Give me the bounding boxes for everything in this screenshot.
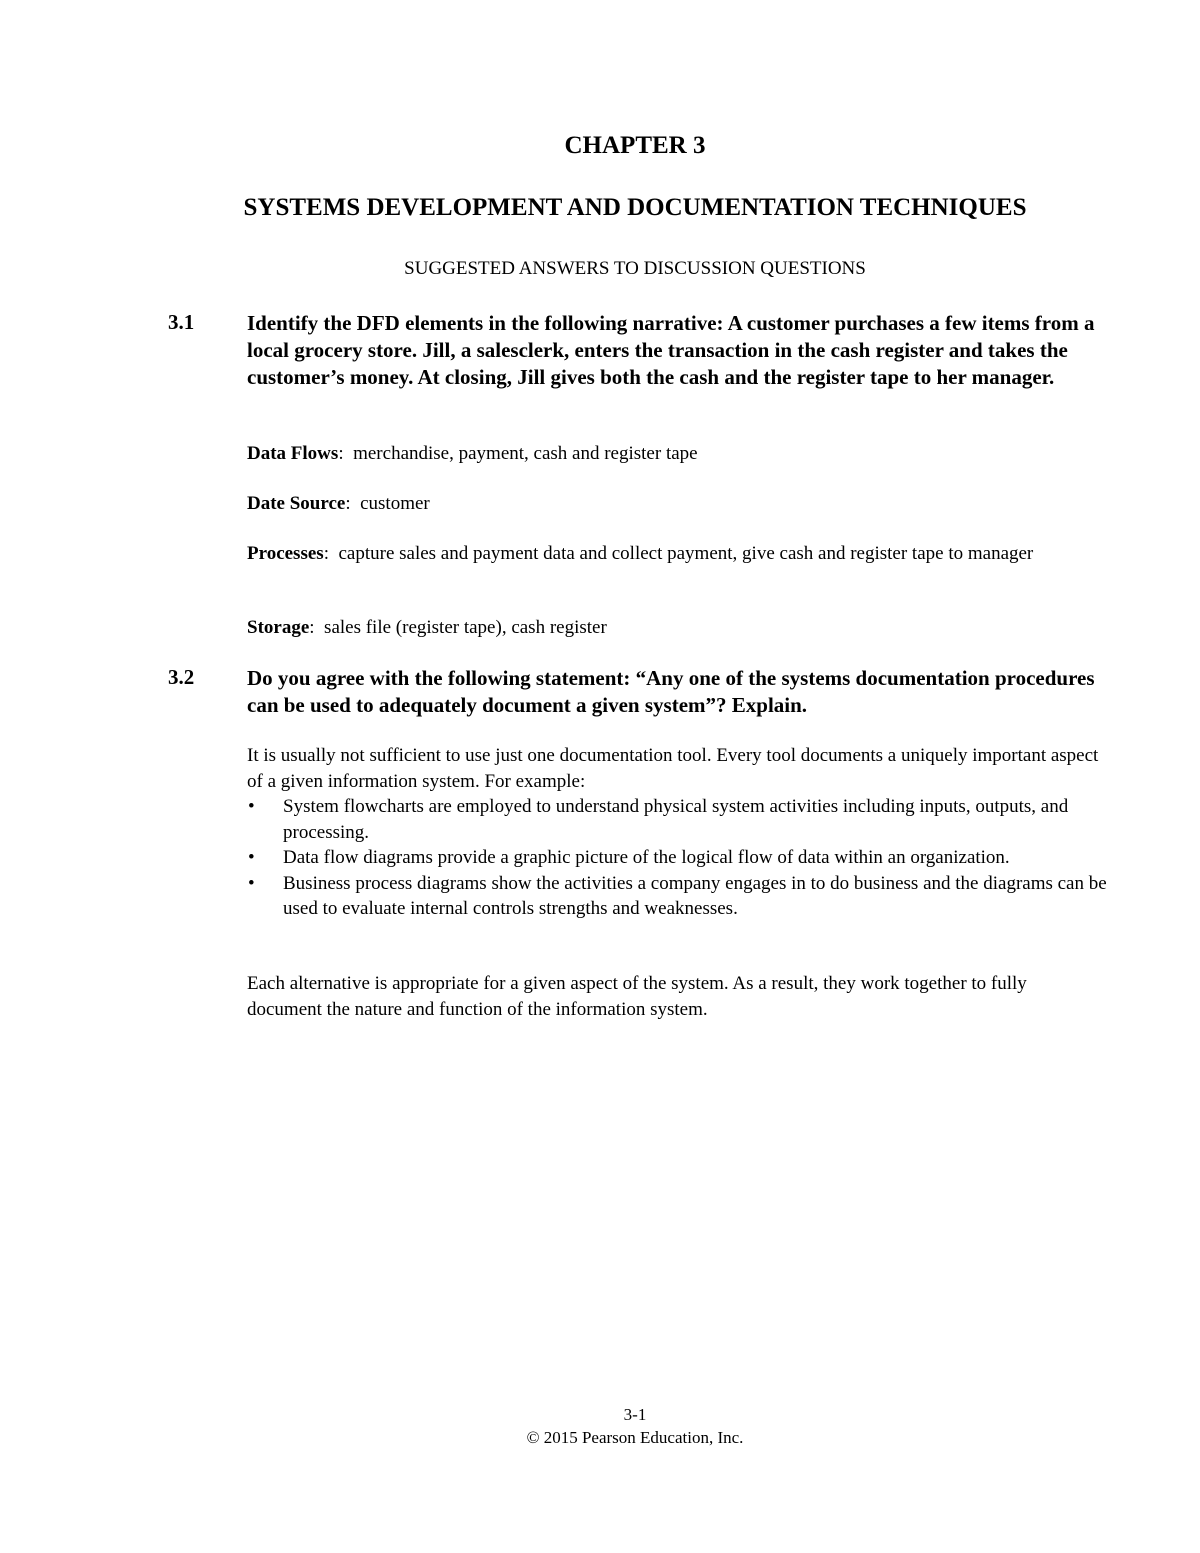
answer-data-flows: Data Flows: merchandise, payment, cash and register tape xyxy=(247,443,698,464)
answer-value: sales file (register tape), cash register xyxy=(324,617,607,638)
page-number: 3-1 xyxy=(623,1405,647,1424)
answer-data-source: Date Source: customer xyxy=(247,493,430,514)
answer-value: capture sales and payment data and collect payment, give cash and register tape to manager xyxy=(338,543,1034,564)
list-item-text: Business process diagrams show the activities a company engages in to do business and the diagrams can be used to evaluate internal controls strengths and weaknesses. xyxy=(283,872,1107,919)
section-subtitle: SUGGESTED ANSWERS TO DISCUSSION QUESTIONS xyxy=(404,258,866,279)
chapter-heading: CHAPTER 3 xyxy=(564,132,706,159)
answer-label: Data Flows xyxy=(247,443,339,464)
copyright: © 2015 Pearson Education, Inc. xyxy=(526,1428,744,1447)
list-item xyxy=(247,845,1107,871)
question-number: 3.2 xyxy=(168,665,195,689)
question-text: Do you agree with the following statement: “Any one of the systems documentation procedures can be used to adequately document a given system”? Explain. xyxy=(247,666,1095,717)
answer-intro: It is usually not sufficient to use just one documentation tool. Every tool documents a uniquely important aspect of a given information system. For example: xyxy=(247,745,1099,792)
bullet-list xyxy=(247,794,1107,922)
list-item xyxy=(247,871,1107,922)
list-item-text: System flowcharts are employed to understand physical system activities including inputs, outputs, and processing. xyxy=(283,796,1069,843)
question-number: 3.1 xyxy=(168,310,195,334)
answer-processes: Processes: capture sales and payment data and collect payment, give cash and register tape to manager xyxy=(247,543,1034,564)
answer-label: Date Source xyxy=(247,493,346,514)
answer-value: merchandise, payment, cash and register tape xyxy=(353,443,698,464)
bullet-icon: • xyxy=(248,872,255,894)
answer-storage: Storage: sales file (register tape), cash register xyxy=(247,617,607,638)
chapter-title: SYSTEMS DEVELOPMENT AND DOCUMENTATION TECHNIQUES xyxy=(243,194,1027,221)
answer-label: Processes xyxy=(247,543,324,564)
bullet-icon: • xyxy=(248,796,255,817)
answer-label: Storage xyxy=(247,617,310,638)
list-item-text: Data flow diagrams provide a graphic picture of the logical flow of data within an organization. xyxy=(283,847,1010,868)
list-item xyxy=(247,794,1107,845)
answer-conclusion: Each alternative is appropriate for a given aspect of the system. As a result, they work together to fully document the nature and function of the information system. xyxy=(247,973,1027,1020)
answer-value: customer xyxy=(360,493,430,514)
bullet-icon: • xyxy=(248,847,255,868)
question-text: Identify the DFD elements in the following narrative: A customer purchases a few items from a local grocery store. Jill, a salesclerk, enters the transaction in the cash register and takes the customer’s money. At closing, Jill gives both the cash and the register tape to her manager. xyxy=(247,311,1095,389)
